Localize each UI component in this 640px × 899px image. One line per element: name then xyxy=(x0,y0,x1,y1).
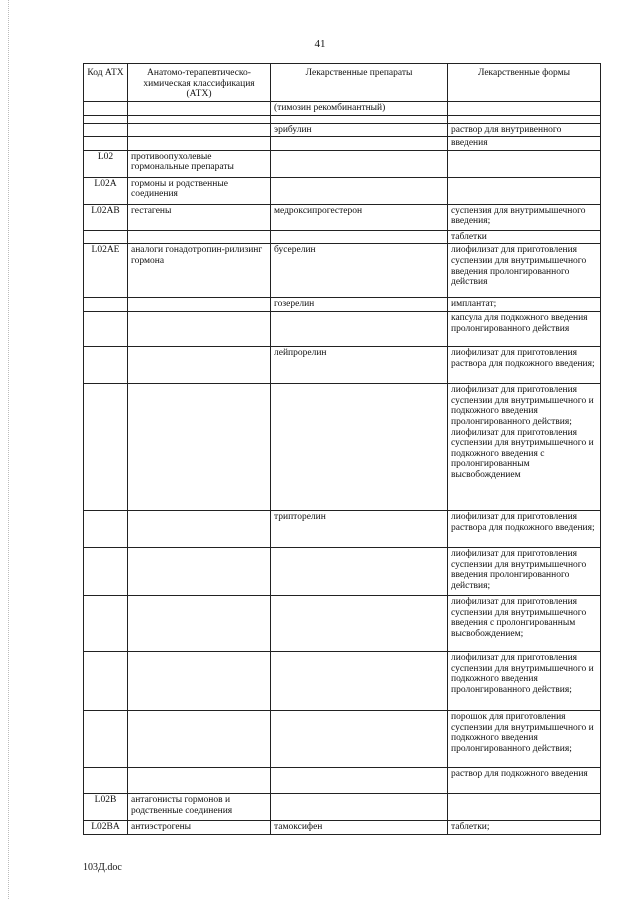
table-row xyxy=(84,177,601,204)
cell-classification xyxy=(128,347,271,384)
cell-code: L02B xyxy=(84,794,128,821)
cell-classification xyxy=(128,596,271,652)
table-row xyxy=(84,298,601,312)
cell-classification xyxy=(128,123,271,137)
cell-classification xyxy=(128,511,271,548)
cell-code: L02 xyxy=(84,150,128,177)
cell-code xyxy=(84,115,128,123)
cell-form xyxy=(448,150,601,177)
cell-form xyxy=(448,177,601,204)
cell-drug: (тимозин рекомбинантный) xyxy=(271,101,448,115)
cell-classification xyxy=(128,230,271,244)
table-row xyxy=(84,230,601,244)
cell-code: L02BA xyxy=(84,821,128,835)
cell-form: раствор для подкожного введения xyxy=(448,768,601,794)
table-row xyxy=(84,123,601,137)
cell-drug: гозерелин xyxy=(271,298,448,312)
cell-drug: медроксипрогестерон xyxy=(271,204,448,230)
header-code: Код АТХ xyxy=(84,64,128,102)
page-number: 41 xyxy=(314,38,326,50)
cell-form: раствор для внутривенного xyxy=(448,123,601,137)
cell-form: лиофилизат для приготовления суспензии для внутримышечного введения с пролонгированным высвобождением; xyxy=(448,596,601,652)
cell-classification: гормоны и родственные соединения xyxy=(128,177,271,204)
cell-code xyxy=(84,298,128,312)
cell-form: лиофилизат для приготовления суспензии для внутримышечного введения пролонгированного действия; xyxy=(448,548,601,596)
cell-drug: лейпрорелин xyxy=(271,347,448,384)
cell-classification xyxy=(128,115,271,123)
cell-form: порошок для приготовления суспензии для внутримышечного и подкожного введения пролонгированного действия; xyxy=(448,711,601,768)
cell-code xyxy=(84,548,128,596)
cell-classification xyxy=(128,768,271,794)
cell-form: лиофилизат для приготовления раствора для подкожного введения; xyxy=(448,347,601,384)
cell-classification xyxy=(128,101,271,115)
cell-classification: антиэстрогены xyxy=(128,821,271,835)
cell-form: таблетки xyxy=(448,230,601,244)
cell-classification xyxy=(128,298,271,312)
cell-drug xyxy=(271,115,448,123)
table-row xyxy=(84,794,601,821)
cell-form xyxy=(448,115,601,123)
cell-classification xyxy=(128,711,271,768)
table-row xyxy=(84,312,601,347)
cell-classification: антагонисты гормонов и родственные соединения xyxy=(128,794,271,821)
table-row xyxy=(84,244,601,298)
cell-drug: трипторелин xyxy=(271,511,448,548)
cell-classification: аналоги гонадотропин-рилизинг гормона xyxy=(128,244,271,298)
cell-classification: противоопухолевые гормональные препараты xyxy=(128,150,271,177)
table-row xyxy=(84,384,601,511)
cell-drug: тамоксифен xyxy=(271,821,448,835)
table-row xyxy=(84,115,601,123)
cell-drug xyxy=(271,711,448,768)
table-header-row xyxy=(84,64,601,102)
cell-code xyxy=(84,123,128,137)
cell-classification xyxy=(128,137,271,151)
cell-drug xyxy=(271,150,448,177)
cell-drug xyxy=(271,137,448,151)
header-forms: Лекарственные формы xyxy=(448,64,601,102)
header-classification: Анатомо-терапевтическо-химическая классификация (АТХ) xyxy=(128,64,271,102)
cell-drug: бусерелин xyxy=(271,244,448,298)
cell-code xyxy=(84,137,128,151)
table-row xyxy=(84,596,601,652)
margin-line xyxy=(8,0,10,899)
cell-code xyxy=(84,768,128,794)
header-drugs: Лекарственные препараты xyxy=(271,64,448,102)
cell-classification: гестагены xyxy=(128,204,271,230)
table-row xyxy=(84,511,601,548)
cell-form: введения xyxy=(448,137,601,151)
table-row xyxy=(84,204,601,230)
cell-form: лиофилизат для приготовления суспензии для внутримышечного и подкожного введения пролонгированного действия; лиофилизат для приготовления суспензии для внутримышечного и подкожного введения с пролонгированным высвобождением xyxy=(448,384,601,511)
cell-code: L02AE xyxy=(84,244,128,298)
cell-drug xyxy=(271,596,448,652)
cell-drug xyxy=(271,548,448,596)
cell-code xyxy=(84,312,128,347)
cell-drug: эрибулин xyxy=(271,123,448,137)
cell-form: лиофилизат для приготовления суспензии для внутримышечного введения пролонгированного действия xyxy=(448,244,601,298)
cell-drug xyxy=(271,768,448,794)
cell-drug xyxy=(271,230,448,244)
table-row xyxy=(84,652,601,711)
cell-drug xyxy=(271,652,448,711)
cell-drug xyxy=(271,384,448,511)
cell-code xyxy=(84,511,128,548)
cell-classification xyxy=(128,548,271,596)
table-row xyxy=(84,711,601,768)
cell-form: таблетки; xyxy=(448,821,601,835)
table-row xyxy=(84,137,601,151)
cell-form: лиофилизат для приготовления раствора для подкожного введения; xyxy=(448,511,601,548)
table-row xyxy=(84,548,601,596)
cell-drug xyxy=(271,177,448,204)
cell-form xyxy=(448,794,601,821)
table-row xyxy=(84,347,601,384)
table-row xyxy=(84,101,601,115)
cell-code xyxy=(84,652,128,711)
table-body xyxy=(84,101,601,834)
cell-code xyxy=(84,596,128,652)
cell-drug xyxy=(271,312,448,347)
cell-form: суспензия для внутримышечного введения; xyxy=(448,204,601,230)
table-row xyxy=(84,821,601,835)
cell-code xyxy=(84,101,128,115)
cell-form: лиофилизат для приготовления суспензии для внутримышечного и подкожного введения пролонгированного действия; xyxy=(448,652,601,711)
table-row xyxy=(84,150,601,177)
cell-code: L02AB xyxy=(84,204,128,230)
cell-form xyxy=(448,101,601,115)
cell-classification xyxy=(128,312,271,347)
atx-table xyxy=(83,63,601,835)
cell-code xyxy=(84,347,128,384)
cell-classification xyxy=(128,652,271,711)
table-row xyxy=(84,768,601,794)
cell-code xyxy=(84,384,128,511)
cell-code: L02A xyxy=(84,177,128,204)
cell-code xyxy=(84,711,128,768)
cell-classification xyxy=(128,384,271,511)
cell-form: имплантат; xyxy=(448,298,601,312)
cell-form: капсула для подкожного введения пролонгированного действия xyxy=(448,312,601,347)
cell-drug xyxy=(271,794,448,821)
footer-filename: 103Д.doc xyxy=(83,862,122,873)
cell-code xyxy=(84,230,128,244)
